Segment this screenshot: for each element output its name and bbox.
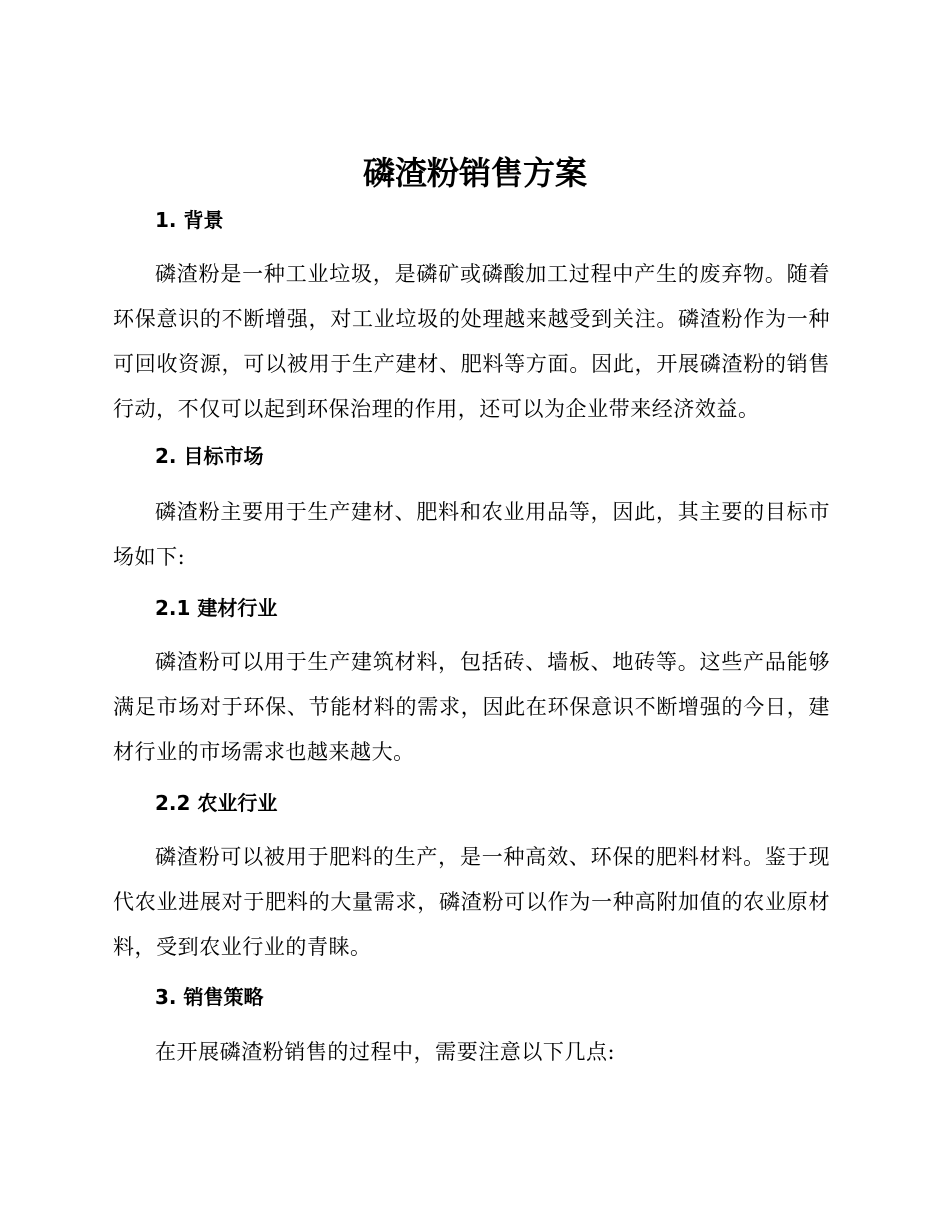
section-paragraph-agriculture: 磷渣粉可以被用于肥料的生产，是一种高效、环保的肥料材料。鉴于现代农业进展对于肥料的大量需求，磷渣粉可以作为一种高附加值的农业原材料，受到农业行业的青睐。 (113, 845, 830, 959)
section-paragraph-sales-strategy: 在开展磷渣粉销售的过程中，需要注意以下几点: (155, 1040, 616, 1064)
section-heading-agriculture: 2.2 农业行业 (155, 791, 278, 815)
section-paragraph-building-materials: 磷渣粉可以用于生产建筑材料，包括砖、墙板、地砖等。这些产品能够满足市场对于环保、节能材料的需求，因此在环保意识不断增强的今日，建材行业的市场需求也越来越大。 (113, 650, 830, 764)
section-heading-target-market: 2. 目标市场 (155, 444, 264, 468)
section-heading-sales-strategy: 3. 销售策略 (155, 985, 264, 1009)
section-heading-building-materials: 2.1 建材行业 (155, 596, 278, 620)
section-paragraph-target-market: 磷渣粉主要用于生产建材、肥料和农业用品等，因此，其主要的目标市场如下: (113, 500, 830, 569)
section-paragraph-background: 磷渣粉是一种工业垃圾，是磷矿或磷酸加工过程中产生的废弃物。随着环保意识的不断增强，对工业垃圾的处理越来越受到关注。磷渣粉作为一种可回收资源，可以被用于生产建材、肥料等方面。因此，开展磷渣粉的销售行动，不仅可以起到环保治理的作用，还可以为企业带来经济效益。 (113, 262, 830, 421)
document-title: 磷渣粉销售方案 (362, 154, 587, 192)
section-heading-background: 1. 背景 (155, 208, 224, 232)
